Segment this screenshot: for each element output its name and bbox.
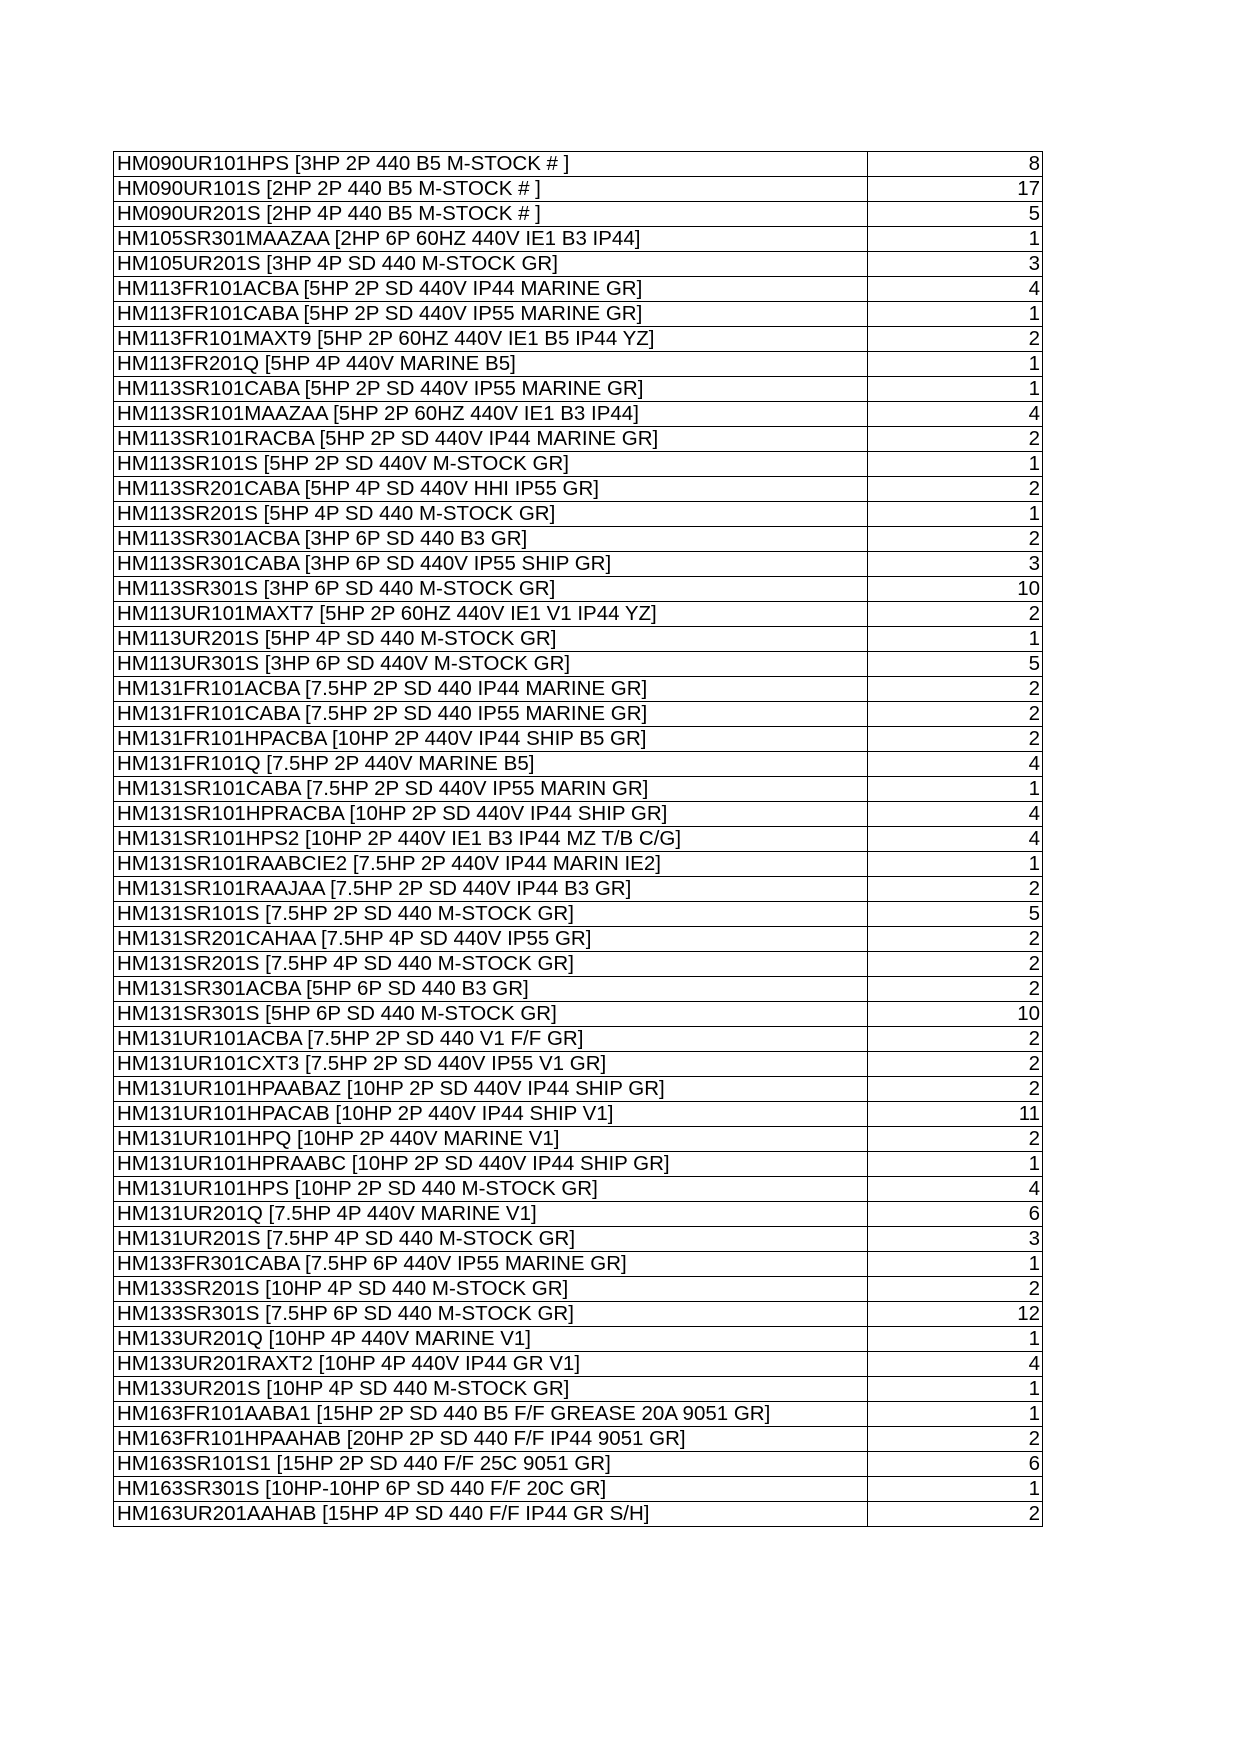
quantity-cell: 1: [868, 302, 1043, 327]
product-description-cell: HM131SR101RAABCIE2 [7.5HP 2P 440V IP44 MARIN IE2]: [114, 852, 868, 877]
product-description-cell: HM133UR201Q [10HP 4P 440V MARINE V1]: [114, 1327, 868, 1352]
product-description-cell: HM113UR201S [5HP 4P SD 440 M-STOCK GR]: [114, 627, 868, 652]
table-row: [114, 1377, 1043, 1402]
quantity-cell: 2: [868, 927, 1043, 952]
quantity-cell: 1: [868, 1327, 1043, 1352]
quantity-cell: 8: [868, 152, 1043, 177]
quantity-cell: 1: [868, 777, 1043, 802]
product-description-cell: HM133UR201S [10HP 4P SD 440 M-STOCK GR]: [114, 1377, 868, 1402]
product-description-cell: HM131FR101HPACBA [10HP 2P 440V IP44 SHIP B5 GR]: [114, 727, 868, 752]
product-description-cell: HM090UR201S [2HP 4P 440 B5 M-STOCK # ]: [114, 202, 868, 227]
table-row: [114, 252, 1043, 277]
quantity-cell: 2: [868, 1127, 1043, 1152]
product-description-cell: HM113SR301ACBA [3HP 6P SD 440 B3 GR]: [114, 527, 868, 552]
table-row: [114, 1077, 1043, 1102]
table-row: [114, 302, 1043, 327]
product-description-cell: HM113UR301S [3HP 6P SD 440V M-STOCK GR]: [114, 652, 868, 677]
product-description-cell: HM113FR201Q [5HP 4P 440V MARINE B5]: [114, 352, 868, 377]
quantity-cell: 2: [868, 677, 1043, 702]
quantity-cell: 1: [868, 627, 1043, 652]
table-row: [114, 1177, 1043, 1202]
quantity-cell: 11: [868, 1102, 1043, 1127]
inventory-sheet: [113, 151, 1042, 1527]
quantity-cell: 2: [868, 602, 1043, 627]
table-row: [114, 1102, 1043, 1127]
quantity-cell: 17: [868, 177, 1043, 202]
product-description-cell: HM131UR101HPRAABC [10HP 2P SD 440V IP44 SHIP GR]: [114, 1152, 868, 1177]
product-description-cell: HM113UR101MAXT7 [5HP 2P 60HZ 440V IE1 V1 IP44 YZ]: [114, 602, 868, 627]
product-description-cell: HM131FR101CABA [7.5HP 2P SD 440 IP55 MARINE GR]: [114, 702, 868, 727]
quantity-cell: 1: [868, 1402, 1043, 1427]
table-row: [114, 452, 1043, 477]
table-row: [114, 577, 1043, 602]
table-row: [114, 1452, 1043, 1477]
product-description-cell: HM133FR301CABA [7.5HP 6P 440V IP55 MARINE GR]: [114, 1252, 868, 1277]
product-description-cell: HM131SR101CABA [7.5HP 2P SD 440V IP55 MARIN GR]: [114, 777, 868, 802]
quantity-cell: 1: [868, 1252, 1043, 1277]
table-row: [114, 727, 1043, 752]
product-description-cell: HM131UR101HPACAB [10HP 2P 440V IP44 SHIP V1]: [114, 1102, 868, 1127]
inventory-table-body: [114, 152, 1043, 1527]
table-row: [114, 1427, 1043, 1452]
product-description-cell: HM131UR201Q [7.5HP 4P 440V MARINE V1]: [114, 1202, 868, 1227]
product-description-cell: HM131SR101HPS2 [10HP 2P 440V IE1 B3 IP44 MZ T/B C/G]: [114, 827, 868, 852]
table-row: [114, 177, 1043, 202]
table-row: [114, 352, 1043, 377]
product-description-cell: HM131SR201CAHAA [7.5HP 4P SD 440V IP55 GR]: [114, 927, 868, 952]
table-row: [114, 977, 1043, 1002]
product-description-cell: HM131FR101Q [7.5HP 2P 440V MARINE B5]: [114, 752, 868, 777]
quantity-cell: 2: [868, 327, 1043, 352]
table-row: [114, 402, 1043, 427]
quantity-cell: 4: [868, 827, 1043, 852]
quantity-cell: 2: [868, 1052, 1043, 1077]
quantity-cell: 10: [868, 577, 1043, 602]
table-row: [114, 527, 1043, 552]
product-description-cell: HM090UR101S [2HP 2P 440 B5 M-STOCK # ]: [114, 177, 868, 202]
table-row: [114, 427, 1043, 452]
product-description-cell: HM105UR201S [3HP 4P SD 440 M-STOCK GR]: [114, 252, 868, 277]
product-description-cell: HM163FR101AABA1 [15HP 2P SD 440 B5 F/F GREASE 20A 9051 GR]: [114, 1402, 868, 1427]
quantity-cell: 12: [868, 1302, 1043, 1327]
product-description-cell: HM131SR101RAAJAA [7.5HP 2P SD 440V IP44 B3 GR]: [114, 877, 868, 902]
quantity-cell: 2: [868, 1027, 1043, 1052]
product-description-cell: HM163SR301S [10HP-10HP 6P SD 440 F/F 20C GR]: [114, 1477, 868, 1502]
product-description-cell: HM131UR101ACBA [7.5HP 2P SD 440 V1 F/F GR]: [114, 1027, 868, 1052]
table-row: [114, 627, 1043, 652]
table-row: [114, 602, 1043, 627]
quantity-cell: 5: [868, 202, 1043, 227]
table-row: [114, 1227, 1043, 1252]
quantity-cell: 1: [868, 352, 1043, 377]
table-row: [114, 752, 1043, 777]
product-description-cell: HM113SR101MAAZAA [5HP 2P 60HZ 440V IE1 B3 IP44]: [114, 402, 868, 427]
product-description-cell: HM163FR101HPAAHAB [20HP 2P SD 440 F/F IP44 9051 GR]: [114, 1427, 868, 1452]
quantity-cell: 1: [868, 227, 1043, 252]
table-row: [114, 902, 1043, 927]
table-row: [114, 1027, 1043, 1052]
quantity-cell: 1: [868, 1477, 1043, 1502]
quantity-cell: 1: [868, 1377, 1043, 1402]
table-row: [114, 1327, 1043, 1352]
quantity-cell: 1: [868, 452, 1043, 477]
product-description-cell: HM133SR201S [10HP 4P SD 440 M-STOCK GR]: [114, 1277, 868, 1302]
product-description-cell: HM113SR201CABA [5HP 4P SD 440V HHI IP55 GR]: [114, 477, 868, 502]
table-row: [114, 1052, 1043, 1077]
table-row: [114, 227, 1043, 252]
table-row: [114, 1477, 1043, 1502]
product-description-cell: HM131SR101S [7.5HP 2P SD 440 M-STOCK GR]: [114, 902, 868, 927]
quantity-cell: 6: [868, 1452, 1043, 1477]
product-description-cell: HM131SR301S [5HP 6P SD 440 M-STOCK GR]: [114, 1002, 868, 1027]
quantity-cell: 2: [868, 702, 1043, 727]
table-row: [114, 927, 1043, 952]
product-description-cell: HM131UR201S [7.5HP 4P SD 440 M-STOCK GR]: [114, 1227, 868, 1252]
product-description-cell: HM131UR101HPAABAZ [10HP 2P SD 440V IP44 SHIP GR]: [114, 1077, 868, 1102]
product-description-cell: HM131SR201S [7.5HP 4P SD 440 M-STOCK GR]: [114, 952, 868, 977]
table-row: [114, 327, 1043, 352]
table-row: [114, 852, 1043, 877]
quantity-cell: 2: [868, 527, 1043, 552]
table-row: [114, 552, 1043, 577]
table-row: [114, 1277, 1043, 1302]
table-row: [114, 1002, 1043, 1027]
quantity-cell: 4: [868, 802, 1043, 827]
table-row: [114, 827, 1043, 852]
product-description-cell: HM131UR101HPQ [10HP 2P 440V MARINE V1]: [114, 1127, 868, 1152]
product-description-cell: HM113SR301S [3HP 6P SD 440 M-STOCK GR]: [114, 577, 868, 602]
product-description-cell: HM113SR201S [5HP 4P SD 440 M-STOCK GR]: [114, 502, 868, 527]
table-row: [114, 1302, 1043, 1327]
product-description-cell: HM163SR101S1 [15HP 2P SD 440 F/F 25C 9051 GR]: [114, 1452, 868, 1477]
table-row: [114, 502, 1043, 527]
product-description-cell: HM113SR101RACBA [5HP 2P SD 440V IP44 MARINE GR]: [114, 427, 868, 452]
product-description-cell: HM163UR201AAHAB [15HP 4P SD 440 F/F IP44 GR S/H]: [114, 1502, 868, 1527]
table-row: [114, 677, 1043, 702]
quantity-cell: 3: [868, 552, 1043, 577]
table-row: [114, 1252, 1043, 1277]
quantity-cell: 4: [868, 752, 1043, 777]
product-description-cell: HM131SR301ACBA [5HP 6P SD 440 B3 GR]: [114, 977, 868, 1002]
table-row: [114, 277, 1043, 302]
product-description-cell: HM090UR101HPS [3HP 2P 440 B5 M-STOCK # ]: [114, 152, 868, 177]
quantity-cell: 3: [868, 252, 1043, 277]
product-description-cell: HM113SR101CABA [5HP 2P SD 440V IP55 MARINE GR]: [114, 377, 868, 402]
quantity-cell: 1: [868, 502, 1043, 527]
quantity-cell: 4: [868, 277, 1043, 302]
table-row: [114, 702, 1043, 727]
product-description-cell: HM113SR101S [5HP 2P SD 440V M-STOCK GR]: [114, 452, 868, 477]
quantity-cell: 1: [868, 1152, 1043, 1177]
table-row: [114, 1502, 1043, 1527]
table-row: [114, 1202, 1043, 1227]
inventory-table: [113, 151, 1043, 1527]
table-row: [114, 952, 1043, 977]
product-description-cell: HM131UR101HPS [10HP 2P SD 440 M-STOCK GR]: [114, 1177, 868, 1202]
quantity-cell: 2: [868, 977, 1043, 1002]
quantity-cell: 2: [868, 1277, 1043, 1302]
table-row: [114, 652, 1043, 677]
product-description-cell: HM133SR301S [7.5HP 6P SD 440 M-STOCK GR]: [114, 1302, 868, 1327]
table-row: [114, 1402, 1043, 1427]
quantity-cell: 2: [868, 1077, 1043, 1102]
table-row: [114, 477, 1043, 502]
table-row: [114, 152, 1043, 177]
product-description-cell: HM131SR101HPRACBA [10HP 2P SD 440V IP44 SHIP GR]: [114, 802, 868, 827]
quantity-cell: 2: [868, 1502, 1043, 1527]
quantity-cell: 6: [868, 1202, 1043, 1227]
product-description-cell: HM131FR101ACBA [7.5HP 2P SD 440 IP44 MARINE GR]: [114, 677, 868, 702]
product-description-cell: HM113FR101ACBA [5HP 2P SD 440V IP44 MARINE GR]: [114, 277, 868, 302]
quantity-cell: 2: [868, 877, 1043, 902]
product-description-cell: HM105SR301MAAZAA [2HP 6P 60HZ 440V IE1 B3 IP44]: [114, 227, 868, 252]
quantity-cell: 1: [868, 852, 1043, 877]
quantity-cell: 4: [868, 1352, 1043, 1377]
quantity-cell: 2: [868, 952, 1043, 977]
quantity-cell: 5: [868, 902, 1043, 927]
product-description-cell: HM131UR101CXT3 [7.5HP 2P SD 440V IP55 V1 GR]: [114, 1052, 868, 1077]
table-row: [114, 377, 1043, 402]
quantity-cell: 4: [868, 1177, 1043, 1202]
quantity-cell: 3: [868, 1227, 1043, 1252]
quantity-cell: 2: [868, 727, 1043, 752]
product-description-cell: HM113FR101CABA [5HP 2P SD 440V IP55 MARINE GR]: [114, 302, 868, 327]
product-description-cell: HM133UR201RAXT2 [10HP 4P 440V IP44 GR V1]: [114, 1352, 868, 1377]
quantity-cell: 2: [868, 1427, 1043, 1452]
table-row: [114, 802, 1043, 827]
product-description-cell: HM113SR301CABA [3HP 6P SD 440V IP55 SHIP GR]: [114, 552, 868, 577]
quantity-cell: 2: [868, 427, 1043, 452]
table-row: [114, 202, 1043, 227]
table-row: [114, 877, 1043, 902]
quantity-cell: 2: [868, 477, 1043, 502]
product-description-cell: HM113FR101MAXT9 [5HP 2P 60HZ 440V IE1 B5 IP44 YZ]: [114, 327, 868, 352]
table-row: [114, 777, 1043, 802]
quantity-cell: 1: [868, 377, 1043, 402]
table-row: [114, 1352, 1043, 1377]
table-row: [114, 1152, 1043, 1177]
quantity-cell: 5: [868, 652, 1043, 677]
table-row: [114, 1127, 1043, 1152]
quantity-cell: 4: [868, 402, 1043, 427]
quantity-cell: 10: [868, 1002, 1043, 1027]
